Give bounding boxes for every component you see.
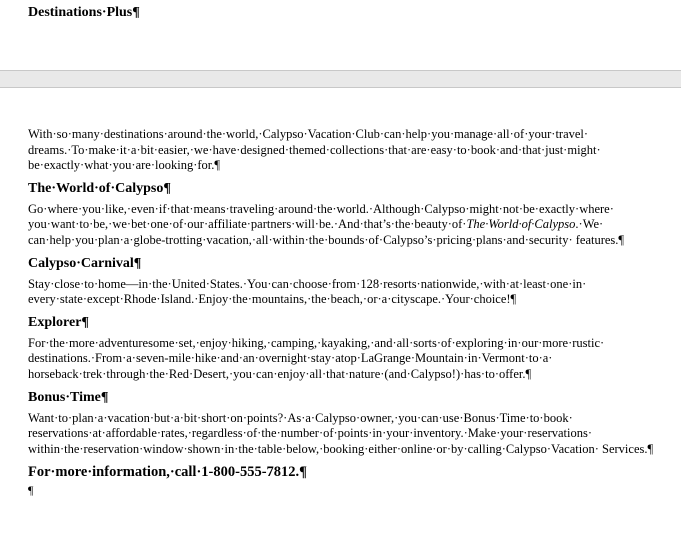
explorer-paragraph[interactable]: For·the·more·adventuresome·set,·enjoy·hiking,·camping,·kayaking,·and·all·sorts·of·exploring·in·our·more·rustic· destinations.·From·a·seven-mile·hike·and·an·overnight·stay·atop·LaGrange·Mountain·in·Vermont·to·a· horseback·trek·through·the·Red·Desert,·you·can·enjoy·all·that·nature·(and·Calypso!)·has·to·offer.¶ — [28, 335, 605, 381]
document-content — [28, 127, 676, 497]
document-page — [0, 88, 681, 534]
page-break-gap — [0, 70, 681, 88]
heading-bonus-time[interactable]: Bonus·Time¶ — [28, 389, 109, 405]
destinations-plus-heading[interactable]: Destinations·Plus¶ — [28, 5, 140, 20]
world-text-part-a: Go·where·you·like,·even·if·that·means·traveling·around·the·world.·Although·Calypso·might·not·be·exactly·where· you·want·to·be,·we·bet·one·of·our·affiliate·partners·will·be.·And·that’s·the·beauty·of· — [28, 201, 614, 232]
contact-info-heading[interactable]: For·more·information,·call·1-800-555-7812.¶ — [28, 464, 307, 481]
calypso-carnival-paragraph[interactable]: Stay·close·to·home—in·the·United·States.·You·can·choose·from·128·resorts·nationwide,·with·at·least·one·in· every·state·except·Rhode·Island.·Enjoy·the·mountains,·the·beach,·or·a·cityscape.·Your·choice!¶ — [28, 276, 587, 307]
intro-paragraph[interactable]: With·so·many·destinations·around·the·world,·Calypso·Vacation·Club·can·help·you·manage·all·of·your·travel· dreams.·To·make·it·a·bit·easier,·we·have·designed·themed·collections·that·are·easy·to·book·and·that·just·might· be·exactly·what·you·are·looking·for.¶ — [28, 127, 601, 173]
heading-explorer[interactable]: Explorer¶ — [28, 314, 89, 330]
empty-paragraph-mark[interactable]: ¶ — [28, 483, 34, 498]
world-of-calypso-paragraph[interactable] — [28, 202, 676, 249]
world-text-part-b: .·We· can·help·you·plan·a·globe-trotting·vacation,·all·within·the·bounds·of·Calypso’s·pricing·plans·and·security· features.¶ — [28, 217, 625, 247]
page-top-area — [0, 0, 681, 70]
bonus-time-paragraph[interactable]: Want·to·plan·a·vacation·but·a·bit·short·on·points?·As·a·Calypso·owner,·you·can·use·Bonus·Time·to·book· reservations·at·affordable·rates,·regardless·of·the·number·of·points·in·your·inventory.·Make·your·reservations· within·the·reservation·window·shown·in·the·table·below,·booking·either·online·or·by·calling·Calypso·Vacation· Services.¶ — [28, 410, 654, 456]
heading-world-of-calypso[interactable]: The·World·of·Calypso¶ — [28, 180, 171, 196]
heading-calypso-carnival[interactable]: Calypso·Carnival¶ — [28, 255, 142, 271]
world-text-italic: The·World·of·Calypso — [466, 217, 576, 232]
